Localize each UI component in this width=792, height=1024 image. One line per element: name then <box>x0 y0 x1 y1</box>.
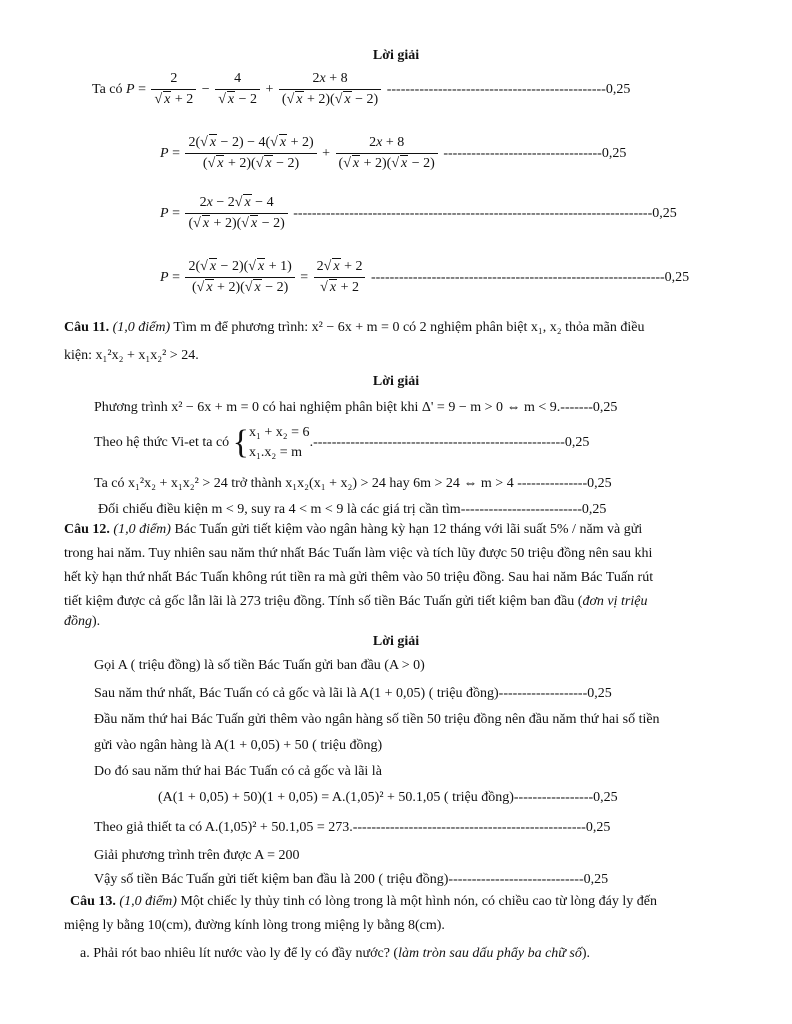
q10-step-4: P = $\frac{2(√ x - 2)(√ x + 1)}{(√ x + 2)(√ x - 2)}$ = 2√ x + 2 √ x + 2 ---------------------------------------------------------------0,25 <box>160 258 689 298</box>
q11-step-3: Ta có x₁²x₂ + x₁x₂² > 24 trở thành x₁x₂(x₁ + x₂) > 24 hay 6m > 24 ⇔ m > 4 ---------------0,25 <box>94 476 612 491</box>
q13-label: Câu 13. <box>70 894 116 909</box>
q11-statement-1 <box>64 318 644 338</box>
q10-step-3-score: -----------------------------------------------------------------------------0,25 <box>293 206 677 221</box>
q13-part-a-end: ). <box>581 946 591 961</box>
q12-statement-3: hết kỳ hạn thứ nhất Bác Tuấn không rút tiền ra mà gửi thêm vào 50 triệu đồng. Sau hai năm Bác Tuấn rút <box>64 570 654 585</box>
q12-step-9: Vậy số tiền Bác Tuấn gửi tiết kiệm ban đầu là 200 ( triệu đồng)-----------------------------0,25 <box>94 872 609 887</box>
q12-step-5: Do đó sau năm thứ hai Bác Tuấn có cả gốc và lãi là <box>94 764 382 779</box>
q12-statement-1 <box>64 520 642 540</box>
q12-step-4: gửi vào ngân hàng là A(1 + 0,05) + 50 ( triệu đồng) <box>94 738 383 753</box>
q12-statement-4 <box>64 592 647 612</box>
q13-statement-1 <box>70 892 657 912</box>
q12-points: (1,0 điểm) <box>113 522 171 537</box>
q12-step-6: (A(1 + 0,05) + 50)(1 + 0,05) = A.(1,05)² + 50.1,05 ( triệu đồng)-----------------0,25 <box>158 790 618 805</box>
q13-part-a-text: Phải rót bao nhiêu lít nước vào ly để ly có đầy nước? ( <box>93 946 399 961</box>
q13-text-1: Một chiếc ly thủy tinh có lòng trong là một hình nón, có chiều cao từ lòng đáy ly đến <box>180 894 657 909</box>
q10-step-1-prefix: Ta có <box>92 82 123 97</box>
q11-label: Câu 11. <box>64 320 110 335</box>
q10-step-2: P = $\frac{2(√ x - 2) - 4(√ x + 2)}{(√ x + 2)(√ x - 2)}$ + $\frac{2x + 8}{(√ x + 2)(√ x - 2)}$ ----------------------------------0,25 <box>160 134 626 174</box>
q10-step-2-score: ----------------------------------0,25 <box>443 146 627 161</box>
q11-step-4: Đối chiếu điều kiện m < 9, suy ra 4 < m < 9 là các giá trị cần tìm--------------------------0,25 <box>98 502 607 517</box>
q13-statement-2: miệng ly bằng 10(cm), đường kính lòng trong miệng ly bằng 8(cm). <box>64 918 445 933</box>
q12-step-1: Gọi A ( triệu đồng) là số tiền Bác Tuấn gửi ban đầu (A > 0) <box>94 658 425 673</box>
q12-statement-5 <box>64 612 100 632</box>
q11-step-1: Phương trình x² − 6x + m = 0 có hai nghiệm phân biệt khi Δ' = 9 − m > 0 ⇔ m < 9.-------0,25 <box>94 400 618 415</box>
q12-text-4: tiết kiệm được cả gốc lẫn lãi là 273 triệu đồng. Tính số tiền Bác Tuấn gửi tiết kiệm ban đầu ( <box>64 594 583 609</box>
q12-unit-note: đơn vị triệu <box>582 594 648 609</box>
solution-heading-3: Lời giải <box>372 634 420 649</box>
q10-step-1: Ta có P = 2 √ x + 2 − 4 √ x − 2 + $\frac{2x + 8}{(√ x + 2)(√ x - 2)}$ -----------------------------------------------0,25 <box>92 70 630 110</box>
q11-step-2-score: .------------------------------------------------------0,25 <box>309 435 590 450</box>
q10-step-4-score: ---------------------------------------------------------------0,25 <box>370 270 690 285</box>
q12-step-7: Theo giả thiết ta có A.(1,05)² + 50.1,05 = 273.--------------------------------------------------0,25 <box>94 820 611 835</box>
q11-statement-2: kiện: x₁²x₂ + x₁x₂² > 24. <box>64 348 199 363</box>
solution-heading-2: Lời giải <box>372 374 420 389</box>
q13-part-a-note: làm tròn sau dấu phẩy ba chữ số <box>398 946 582 961</box>
q11-system-eq-2: x₁.x₂ = m <box>249 444 303 460</box>
q10-step-3: P = $\frac{2x - 2√ x - 4}{(√ x + 2)(√ x - 2)}$ -----------------------------------------------------------------------------0,25 <box>160 194 677 234</box>
q11-points: (1,0 điểm) <box>112 320 171 335</box>
q11-step-2: Theo hệ thức Vi-et ta có { x₁ + x₂ = 6 x₁.x₂ = m .------------------------------------------------------0,25 <box>94 423 590 461</box>
q13-part-a-label: a. <box>80 946 90 961</box>
q12-label: Câu 12. <box>64 522 110 537</box>
q12-step-8: Giải phương trình trên được A = 200 <box>94 848 300 863</box>
q12-unit-note-2: đồng <box>64 614 92 629</box>
q11-step-2-prefix: Theo hệ thức Vi-et ta có <box>94 435 230 450</box>
q11-text-1: Tìm m để phương trình: x² − 6x + m = 0 có 2 nghiệm phân biệt x₁, x₂ thỏa mãn điều <box>173 320 645 335</box>
q12-step-2: Sau năm thứ nhất, Bác Tuấn có cả gốc và lãi là A(1 + 0,05) ( triệu đồng)-------------------0,25 <box>94 686 612 701</box>
q13-points: (1,0 điểm) <box>119 894 177 909</box>
q10-step-1-score: -----------------------------------------------0,25 <box>386 82 631 97</box>
q11-system-eq-1: x₁ + x₂ = 6 <box>249 424 310 440</box>
q12-text-1: Bác Tuấn gửi tiết kiệm vào ngân hàng kỳ hạn 12 tháng với lãi suất 5% / năm và gửi <box>174 522 643 537</box>
q12-text-5-end: ). <box>92 614 101 629</box>
q13-part-a <box>80 944 590 964</box>
solution-heading-1: Lời giải <box>372 48 420 63</box>
q12-statement-2: trong hai năm. Tuy nhiên sau năm thứ nhất Bác Tuấn làm việc và tích lũy được 50 triệu đồng nên sau khi <box>64 546 653 561</box>
q12-step-3: Đầu năm thứ hai Bác Tuấn gửi thêm vào ngân hàng số tiền 50 triệu đồng nên đầu năm thứ hai số tiền <box>94 712 660 727</box>
